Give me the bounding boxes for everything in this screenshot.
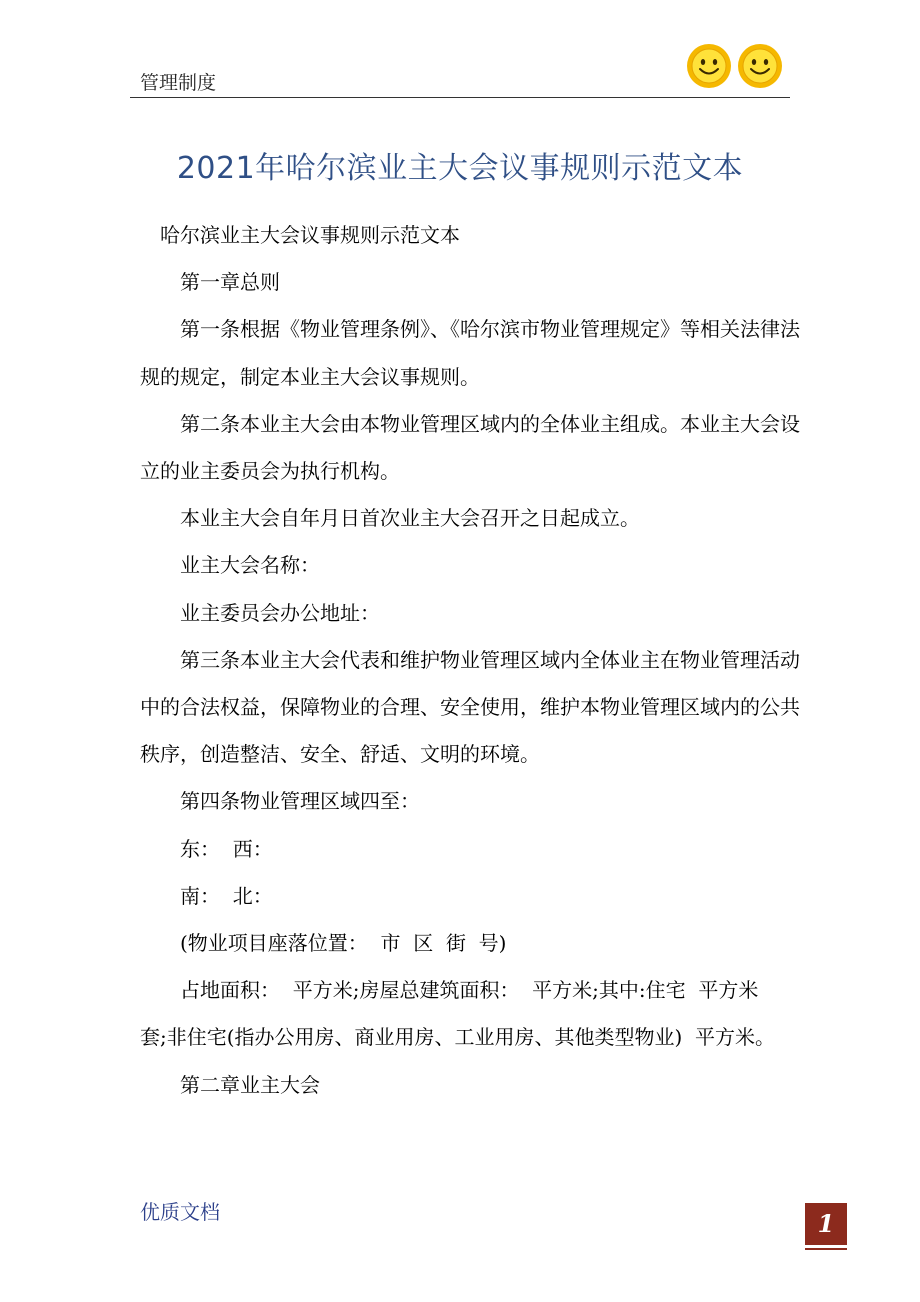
footer-label: 优质文档	[140, 1200, 220, 1224]
paragraph: 本业主大会自年月日首次业主大会召开之日起成立。	[180, 506, 640, 531]
paragraph: 占地面积： 平方米;房屋总建筑面积： 平方米;其中:住宅 平方米 套;非住宅(指办公用房、商业用房、工业用房、其他类型物业) 平方米。	[140, 978, 791, 1050]
paragraph: 第二章业主大会	[180, 1072, 320, 1097]
header-label: 管理制度	[140, 72, 217, 94]
paragraph: 业主委员会办公地址：	[180, 600, 380, 625]
paragraph: 东： 西：	[180, 836, 273, 861]
paragraph: 第四条物业管理区域四至：	[180, 789, 420, 814]
paragraph: 第二条本业主大会由本物业管理区域内的全体业主组成。本业主大会设立的业主委员会为执行机构。	[140, 411, 800, 484]
paragraph: 第一章总则	[180, 270, 280, 295]
page-number-underline	[805, 1248, 847, 1250]
page-number-badge: 1	[805, 1203, 847, 1245]
paragraph: 第三条本业主大会代表和维护物业管理区域内全体业主在物业管理活动中的合法权益，保障物业的合理、安全使用，维护本物业管理区域内的公共秩序，创造整洁、安全、舒适、文明的环境。	[140, 647, 800, 767]
paragraph: 第一条根据《物业管理条例》、《哈尔滨市物业管理规定》等相关法律法规的规定，制定本业主大会议事规则。	[140, 317, 800, 389]
paragraph: 南： 北：	[180, 883, 273, 908]
paragraph: (物业项目座落位置： 市 区 街 号)	[180, 931, 507, 956]
document-title: 2021年哈尔滨业主大会议事规则示范文本	[176, 151, 744, 186]
paragraph: 业主大会名称：	[180, 553, 320, 578]
paragraph: 哈尔滨业主大会议事规则示范文本	[160, 223, 460, 247]
header-divider	[130, 97, 790, 98]
smiley-icon	[685, 42, 733, 90]
smiley-icon	[736, 42, 784, 90]
document-body	[140, 212, 800, 1109]
